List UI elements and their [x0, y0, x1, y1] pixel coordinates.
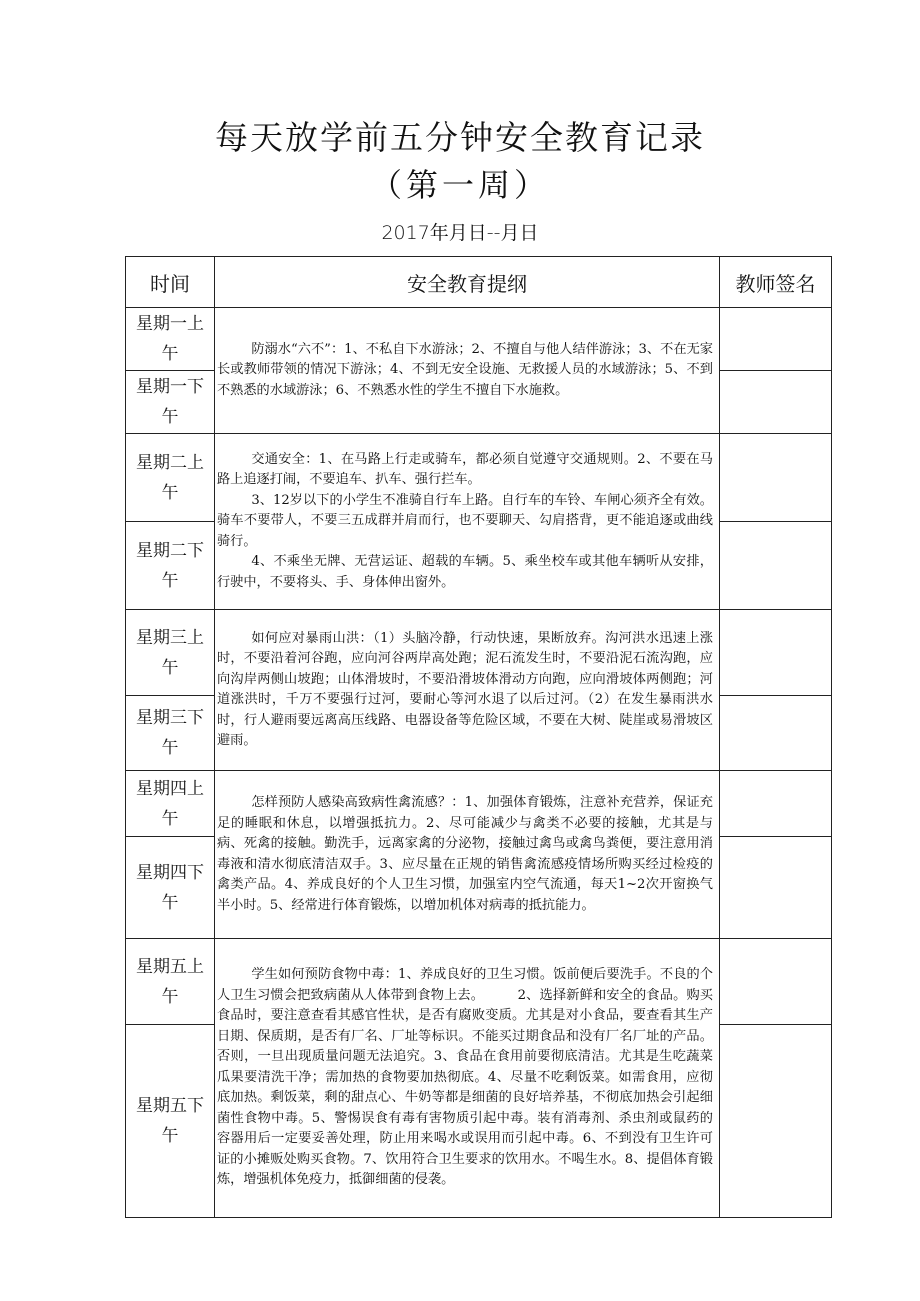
signature-cell[interactable] — [720, 939, 832, 1025]
signature-cell[interactable] — [720, 522, 832, 610]
safety-record-table — [125, 256, 832, 1218]
table-row — [126, 610, 832, 696]
day-cell-am: 星期四上午 — [126, 771, 215, 837]
day-cell-am: 星期五上午 — [126, 939, 215, 1025]
header-time: 时间 — [126, 257, 215, 308]
day-cell-pm: 星期一下午 — [126, 371, 215, 434]
page-title: 每天放学前五分钟安全教育记录 — [215, 118, 705, 157]
outline-paragraph: 4、不乘坐无牌、无营运证、超载的车辆。5、乘坐校车或其他车辆听从安排，行驶中，不要将头、手、身体伸出窗外。 — [217, 554, 713, 590]
signature-cell[interactable] — [720, 837, 832, 939]
outline-cell — [215, 610, 720, 771]
table-row — [126, 308, 832, 371]
table-row — [126, 771, 832, 837]
signature-cell[interactable] — [720, 1025, 832, 1218]
table-row — [126, 939, 832, 1025]
day-cell-am: 星期二上午 — [126, 434, 215, 522]
outline-paragraph: 怎样预防人感染高致病性禽流感？：1、加强体育锻炼，注意补充营养，保证充足的睡眠和休息，以增强抵抗力。2、尽可能减少与禽类不必要的接触，尤其是与病、死禽的接触。勤洗手，远离家禽的分泌物，接触过禽鸟或禽鸟粪便，要注意用消毒液和清水彻底清洁双手。3、应尽量在正规的销售禽流感疫情场所购买经过检疫的禽类产品。4、养成良好的个人卫生习惯，加强室内空气流通，每天1~2次开窗换气半小时。5、经常进行体育锻炼，以增加机体对病毒的抵抗能力。 — [217, 795, 713, 913]
signature-cell[interactable] — [720, 371, 832, 434]
outline-paragraph: 学生如何预防食物中毒：1、养成良好的卫生习惯。饭前便后要洗手。不良的个人卫生习惯会把致病菌从人体带到食物上去。 2、选择新鲜和安全的食品。购买食品时，要注意查看其感官性状，是否有腐败变质。尤其是对小食品，要查看其生产日期、保质期，是否有厂名、厂址等标识。不能买过期食品和没有厂名厂址的产品。否则，一旦出现质量问题无法追究。3、食品在食用前要彻底清洁。尤其是生吃蔬菜瓜果要清洗干净；需加热的食物要加热彻底。4、尽量不吃剩饭菜。如需食用，应彻底加热。剩饭菜，剩的甜点心、牛奶等都是细菌的良好培养基，不彻底加热会引起细菌性食物中毒。5、警惕误食有毒有害物质引起中毒。装有消毒剂、杀虫剂或鼠药的容器用后一定要妥善处理，防止用来喝水或误用而引起中毒。6、不到没有卫生许可证的小摊贩处购买食物。7、饮用符合卫生要求的饮用水。不喝生水。8、提倡体育锻炼，增强机体免疫力，抵御细菌的侵袭。 — [217, 967, 713, 1188]
page-subtitle: （第一周） — [369, 166, 550, 204]
signature-cell[interactable] — [720, 308, 832, 371]
signature-cell[interactable] — [720, 696, 832, 771]
outline-paragraph: 防溺水“六不”：1、不私自下水游泳；2、不擅自与他人结伴游泳；3、不在无家长或教师带领的情况下游泳；4、不到无安全设施、无救援人员的水域游泳；5、不到不熟悉的水域游泳；6、不熟悉水性的学生不擅自下水施救。 — [217, 341, 713, 398]
header-outline: 安全教育提纲 — [215, 257, 720, 308]
outline-paragraph: 3、12岁以下的小学生不准骑自行车上路。自行车的车铃、车闸心须齐全有效。骑车不要带人，不要三五成群并肩而行，也不要聊天、勾肩搭背，更不能追逐或曲线骑行。 — [217, 492, 713, 549]
table-row — [126, 434, 832, 522]
day-cell-pm: 星期二下午 — [126, 522, 215, 610]
outline-paragraph: 如何应对暴雨山洪：（1）头脑冷静，行动快速，果断放弃。沟河洪水迅速上涨时，不要沿着河谷跑，应向河谷两岸高处跑；泥石流发生时，不要沿泥石流沟跑，应向沟岸两侧山坡跑；山体滑坡时，不要沿滑坡体滑动方向跑，应向滑坡体两侧跑；河道涨洪时，千万不要强行过河，要耐心等河水退了以后过河。（2）在发生暴雨洪水时，行人避雨要远离高压线路、电器设备等危险区域，不要在大树、陡崖或易滑坡区避雨。 — [217, 630, 713, 748]
day-cell-am: 星期三上午 — [126, 610, 215, 696]
header-signature: 教师签名 — [720, 257, 832, 308]
header-row — [126, 257, 832, 308]
day-cell-pm: 星期四下午 — [126, 837, 215, 939]
day-cell-am: 星期一上午 — [126, 308, 215, 371]
outline-cell — [215, 771, 720, 939]
day-cell-pm: 星期三下午 — [126, 696, 215, 771]
day-cell-pm: 星期五下午 — [126, 1025, 215, 1218]
signature-cell[interactable] — [720, 610, 832, 696]
outline-cell — [215, 434, 720, 610]
signature-cell[interactable] — [720, 434, 832, 522]
outline-cell — [215, 939, 720, 1218]
outline-paragraph: 交通安全：1、在马路上行走或骑车，都必须自觉遵守交通规则。2、不要在马路上追逐打闹，不要追车、扒车、强行拦车。 — [217, 451, 713, 488]
date-range: 2017年月日--月日 — [381, 222, 539, 244]
signature-cell[interactable] — [720, 771, 832, 837]
outline-cell — [215, 308, 720, 434]
